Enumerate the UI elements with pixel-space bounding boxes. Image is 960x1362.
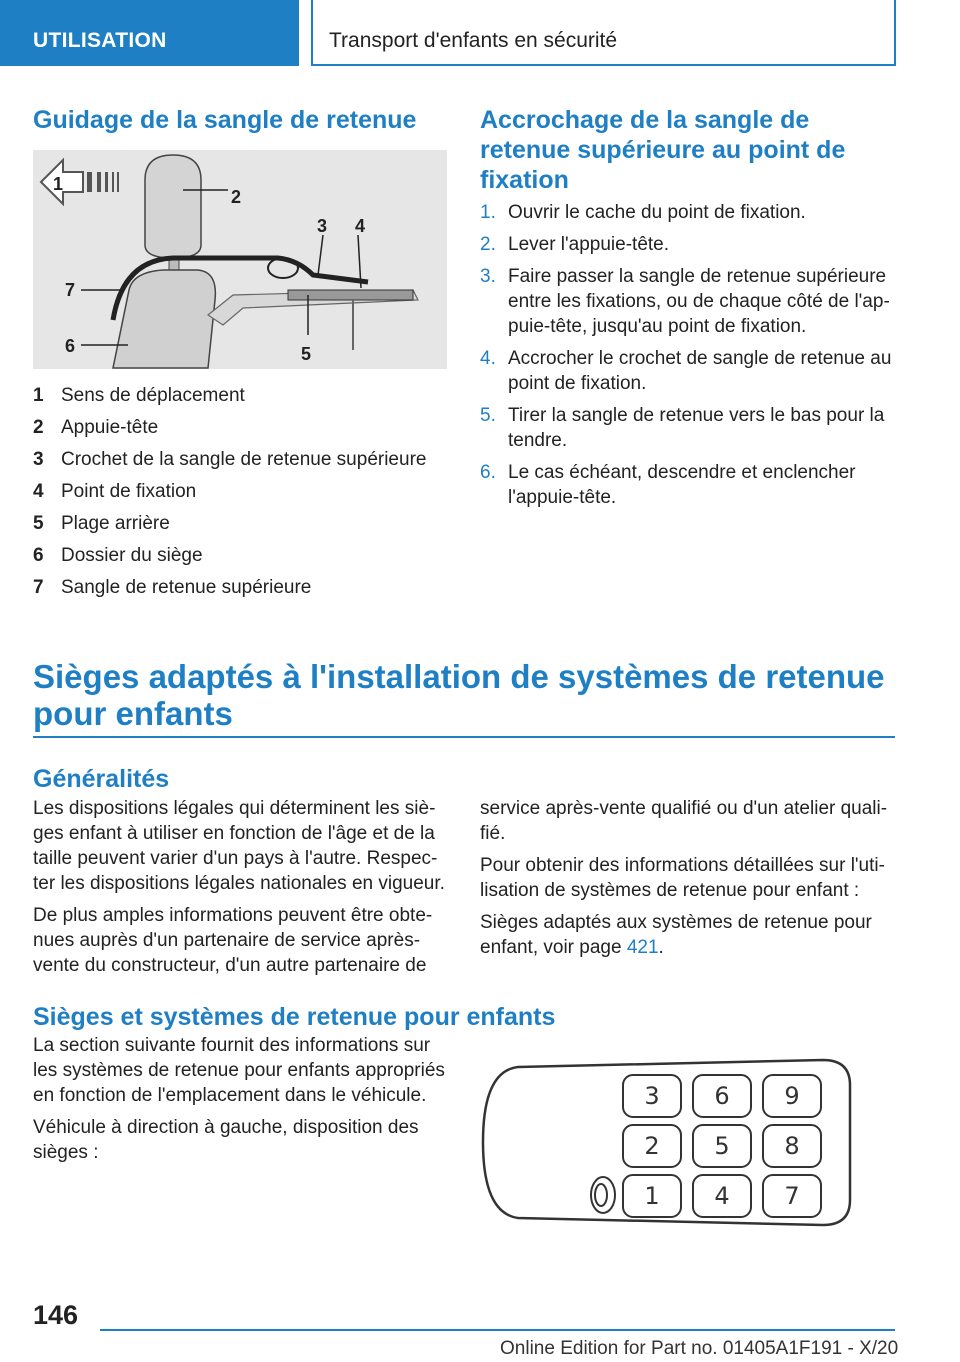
step-item [480,264,900,339]
callout-7: 7 [65,280,76,300]
step-text: Le cas échéant, descendre et enclencher l'appuie-tête. [508,462,856,508]
chapter-label: Transport d'enfants en sécurité [329,29,618,52]
legend-item [33,476,453,508]
legend-text: Point de fixation [61,481,197,502]
callout-2: 2 [231,187,242,207]
footer-divider [100,1329,895,1331]
step-number: 6. [480,462,496,483]
seat-number: 3 [644,1082,660,1110]
footer-edition: Online Edition for Part no. 01405A1F191 - X/20 [500,1338,899,1359]
step-number: 2. [480,234,496,255]
paragraph: La section suivante fournit des informations sur les systèmes de retenue pour enfants appropriés en fonction de l'emplacement dans le véhicule. [33,1035,445,1106]
step-number: 5. [480,405,496,426]
seat-number: 2 [644,1132,660,1160]
figure-legend [33,380,453,604]
legend-text: Plage arrière [61,513,170,534]
generalites-title: Généralités [33,765,170,793]
legend-num: 2 [33,417,44,438]
paragraph: De plus amples informations peuvent être obtenues auprès d'un partenaire de service après-vente du constructeur, d'un autre partenaire de [33,905,433,976]
paragraph [480,910,895,960]
seat-number: 4 [714,1182,730,1210]
legend-item [33,540,453,572]
legend-num: 3 [33,449,44,470]
step-item [480,200,900,225]
accrochage-title: Accrochage de la sangle de retenue supérieure au point de fixation [480,106,846,194]
step-text: Ouvrir le cache du point de fixation. [508,202,806,223]
step-item [480,460,900,510]
legend-num: 1 [33,385,44,406]
seat-number: 5 [714,1132,730,1160]
callout-3: 3 [317,216,328,236]
legend-item [33,380,453,412]
legend-num: 5 [33,513,44,534]
legend-item [33,444,453,476]
seat-number: 6 [714,1082,730,1110]
legend-num: 4 [33,481,44,502]
step-text: Faire passer la sangle de retenue supérieure entre les fixations, ou de chaque côté de l'appuie-tête, jusqu'au point de fixation. [508,266,890,337]
callout-4: 4 [355,216,366,236]
guidage-title: Guidage de la sangle de retenue [33,106,417,134]
seat-number: 7 [784,1182,800,1210]
step-item [480,232,900,257]
generalites-right-column [480,796,895,967]
step-item [480,346,900,396]
legend-item [33,412,453,444]
legend-text: Appuie-tête [61,417,159,438]
seat-number: 1 [644,1182,660,1210]
paragraph: Les dispositions légales qui déterminent les sièges enfant à utiliser en fonction de l'âge et de la taille peuvent varier d'un pays à l'autre. Respecter les dispositions légales nationales en vigueur. [33,798,445,894]
chapter-tab [311,0,896,66]
page-number: 146 [33,1300,79,1330]
headrest-strap-diagram [33,150,447,369]
paragraph: Pour obtenir des informations détaillées sur l'utilisation de systèmes de retenue pour enfant : [480,855,885,901]
seat-layout-diagram [478,1055,853,1230]
legend-text: Sens de déplacement [61,385,245,406]
callout-5: 5 [301,344,312,364]
steps-list [480,200,900,517]
systemes-title: Sièges et systèmes de retenue pour enfants [33,1003,556,1031]
legend-text: Dossier du siège [61,545,203,566]
legend-text: Crochet de la sangle de retenue supérieure [61,449,427,470]
seat-number: 8 [784,1132,800,1160]
legend-num: 6 [33,545,44,566]
step-number: 4. [480,348,496,369]
legend-item [33,508,453,540]
legend-item [33,572,453,604]
reference-end: . [658,937,664,958]
step-number: 1. [480,202,496,223]
legend-num: 7 [33,577,44,598]
reference-text: Sièges adaptés aux systèmes de retenue pour enfant, voir page [480,912,872,958]
step-text: Tirer la sangle de retenue vers le bas pour la tendre. [508,405,885,451]
legend-text: Sangle de retenue supérieure [61,577,312,598]
step-item [480,403,900,453]
section-tab [0,0,299,66]
section-divider [33,736,895,738]
section-label: UTILISATION [33,29,167,52]
generalites-left-column [33,796,448,985]
callout-6: 6 [65,336,76,356]
step-number: 3. [480,266,496,287]
seat-number: 9 [784,1082,800,1110]
callout-1: 1 [53,174,64,194]
paragraph: service après-vente qualifié ou d'un atelier qualifié. [480,798,888,844]
step-text: Accrocher le crochet de sangle de retenue au point de fixation. [508,348,892,394]
paragraph: Véhicule à direction à gauche, disposition des sièges : [33,1117,419,1163]
page-link[interactable]: 421 [626,937,659,958]
step-text: Lever l'appuie-tête. [508,234,670,255]
systemes-text [33,1033,448,1172]
sieges-adaptes-title: Sièges adaptés à l'installation de systèmes de retenue pour enfants [33,658,885,732]
